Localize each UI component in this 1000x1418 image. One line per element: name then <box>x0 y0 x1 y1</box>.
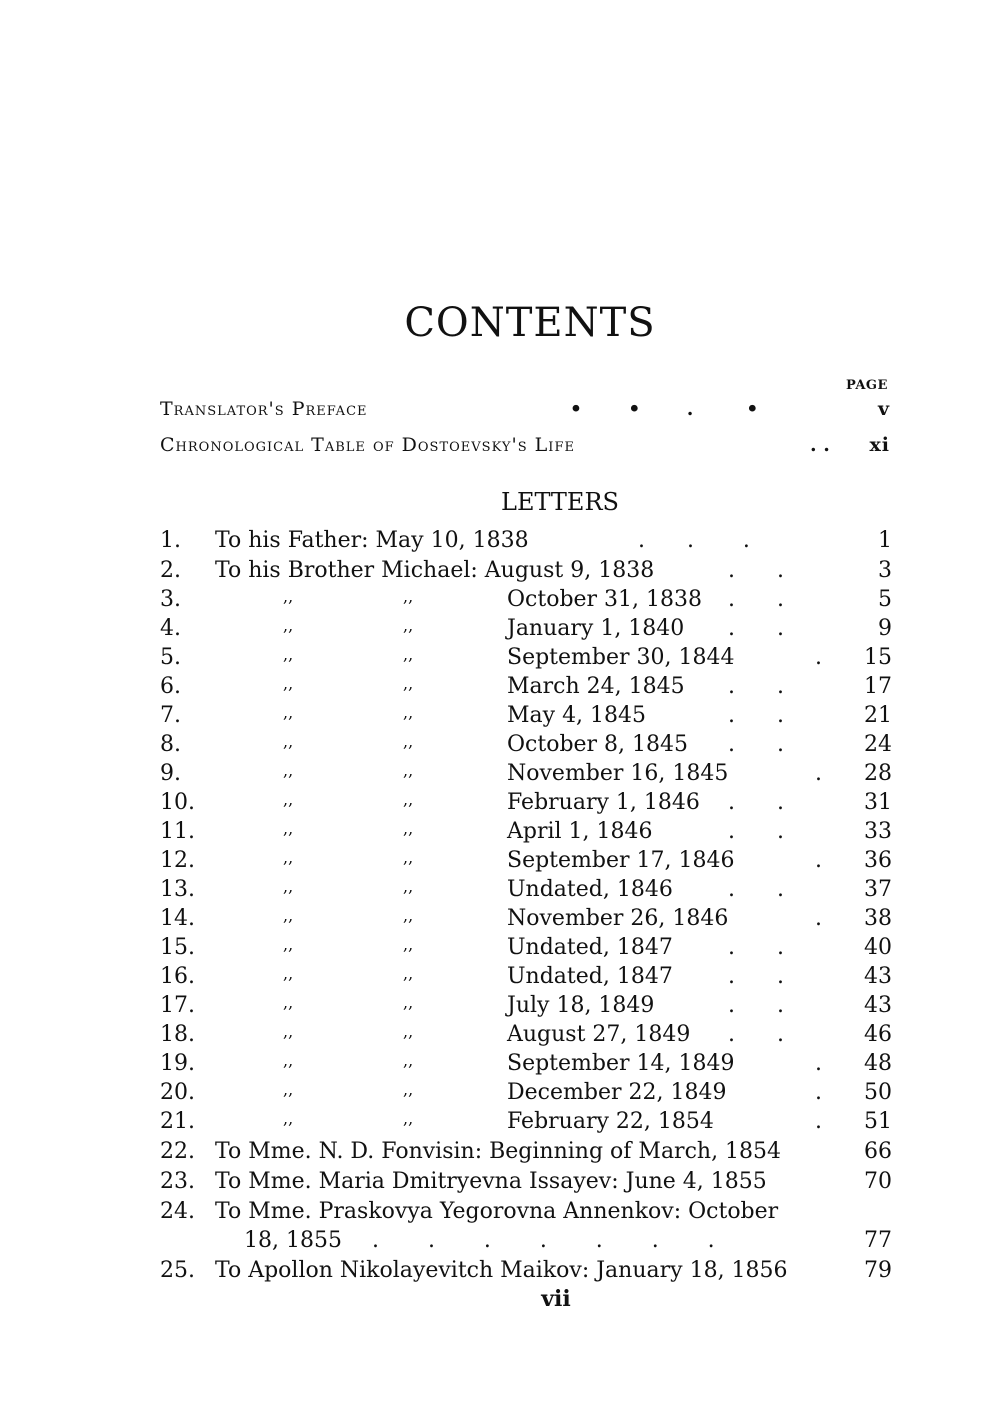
letter-entry[interactable] <box>0 587 1000 616</box>
entry-number: 5. <box>160 645 181 670</box>
ditto-mark: ,, <box>403 1051 414 1070</box>
front-matter-label: Translator's Preface <box>160 398 368 420</box>
letter-entry[interactable] <box>0 528 1000 557</box>
ditto-mark: ,, <box>403 993 414 1012</box>
entry-page: 9 <box>878 616 892 641</box>
letter-entry[interactable] <box>0 1080 1000 1109</box>
letter-entry[interactable] <box>0 877 1000 906</box>
dot-leaders: . . <box>728 964 784 989</box>
dot-leaders: . <box>815 645 822 670</box>
letter-entry[interactable] <box>0 732 1000 761</box>
entry-number: 15. <box>160 935 195 960</box>
dot-leaders: . . <box>728 558 784 583</box>
entry-page: 5 <box>878 587 892 612</box>
entry-date: Undated, 1846 <box>507 877 673 902</box>
dot-leaders: . <box>815 906 822 931</box>
letter-entry[interactable] <box>0 616 1000 645</box>
dot-leaders: . <box>815 1051 822 1076</box>
entry-description: To Mme. N. D. Fonvisin: Beginning of March, 1854 <box>215 1139 782 1164</box>
letter-entry[interactable] <box>0 1139 1000 1168</box>
entry-date: October 31, 1838 <box>507 587 703 612</box>
entry-page: 40 <box>864 935 892 960</box>
entry-date: Undated, 1847 <box>507 964 673 989</box>
page-column-label: PAGE <box>846 378 888 393</box>
dot-leaders: . . <box>728 790 784 815</box>
entry-number: 2. <box>160 558 181 583</box>
dot-leaders: . . <box>728 819 784 844</box>
ditto-mark: ,, <box>283 819 294 838</box>
entry-page: 1 <box>878 528 892 553</box>
entry-date: August 27, 1849 <box>507 1022 691 1047</box>
entry-page: 46 <box>864 1022 892 1047</box>
letter-entry[interactable] <box>0 848 1000 877</box>
letter-entry[interactable] <box>0 1051 1000 1080</box>
dot-leaders: . . <box>728 587 784 612</box>
letter-entry[interactable] <box>0 993 1000 1022</box>
ditto-mark: ,, <box>403 790 414 809</box>
entry-page: 51 <box>864 1109 892 1134</box>
dot-leaders: . <box>815 848 822 873</box>
entry-description: To Mme. Maria Dmitryevna Issayev: June 4, 1855 <box>215 1169 767 1194</box>
ditto-mark: ,, <box>283 877 294 896</box>
ditto-mark: ,, <box>403 935 414 954</box>
letter-entry[interactable] <box>0 1022 1000 1051</box>
entry-number: 3. <box>160 587 181 612</box>
entry-page: 21 <box>864 703 892 728</box>
ditto-mark: ,, <box>283 645 294 664</box>
ditto-mark: ,, <box>283 1109 294 1128</box>
entry-page: 24 <box>864 732 892 757</box>
dot-leaders: . <box>815 1109 822 1134</box>
entry-number: 8. <box>160 732 181 757</box>
letter-entry[interactable] <box>0 935 1000 964</box>
dot-leaders: . . <box>728 935 784 960</box>
entry-description: To Apollon Nikolayevitch Maikov: January 18, 1856 <box>215 1258 788 1283</box>
entry-date: September 17, 1846 <box>507 848 735 873</box>
front-matter-page: xi <box>869 434 890 456</box>
dot-leaders: . . <box>728 674 784 699</box>
letter-entry[interactable] <box>0 1109 1000 1138</box>
entry-date: February 1, 1846 <box>507 790 700 815</box>
entry-number: 11. <box>160 819 195 844</box>
letter-entry[interactable] <box>0 1258 1000 1287</box>
ditto-mark: ,, <box>403 645 414 664</box>
entry-number: 16. <box>160 964 195 989</box>
entry-page: 43 <box>864 993 892 1018</box>
entry-number: 7. <box>160 703 181 728</box>
dot-leaders: . . <box>728 616 784 641</box>
ditto-mark: ,, <box>283 674 294 693</box>
entry-date: October 8, 1845 <box>507 732 689 757</box>
ditto-mark: ,, <box>403 703 414 722</box>
letter-entry[interactable] <box>0 790 1000 819</box>
entry-number: 20. <box>160 1080 195 1105</box>
entry-page: 17 <box>864 674 892 699</box>
entry-number: 13. <box>160 877 195 902</box>
ditto-mark: ,, <box>403 877 414 896</box>
ditto-mark: ,, <box>403 1109 414 1128</box>
letter-entry[interactable] <box>0 703 1000 732</box>
dot-leaders: . . <box>728 703 784 728</box>
entry-number: 1. <box>160 528 181 553</box>
letter-entry[interactable] <box>0 674 1000 703</box>
dot-leaders: . <box>815 1080 822 1105</box>
ditto-mark: ,, <box>283 993 294 1012</box>
entry-page: 37 <box>864 877 892 902</box>
ditto-mark: ,, <box>283 703 294 722</box>
entry-page: 33 <box>864 819 892 844</box>
ditto-mark: ,, <box>283 587 294 606</box>
entry-page: 43 <box>864 964 892 989</box>
entry-description: To his Father: May 10, 1838 <box>215 528 529 553</box>
entry-date: November 26, 1846 <box>507 906 729 931</box>
ditto-mark: ,, <box>283 790 294 809</box>
entry-date: April 1, 1846 <box>507 819 653 844</box>
entry-description: To his Brother Michael: August 9, 1838 <box>215 558 655 583</box>
entry-number: 10. <box>160 790 195 815</box>
ditto-mark: ,, <box>283 1051 294 1070</box>
dot-leaders: . . <box>810 434 830 456</box>
ditto-mark: ,, <box>403 848 414 867</box>
entry-date: May 4, 1845 <box>507 703 647 728</box>
entry-page: 3 <box>878 558 892 583</box>
ditto-mark: ,, <box>403 1022 414 1041</box>
front-matter-page: v <box>877 398 890 420</box>
entry-number: 22. <box>160 1139 195 1164</box>
letter-entry[interactable] <box>0 645 1000 674</box>
ditto-mark: ,, <box>283 761 294 780</box>
ditto-mark: ,, <box>283 1022 294 1041</box>
page-title: CONTENTS <box>404 300 656 346</box>
entry-number: 14. <box>160 906 195 931</box>
entry-description: To Mme. Praskovya Yegorovna Annenkov: October <box>215 1199 779 1224</box>
ditto-mark: ,, <box>283 1080 294 1099</box>
dot-leaders: . . <box>728 732 784 757</box>
entry-page: 28 <box>864 761 892 786</box>
letter-entry[interactable] <box>0 558 1000 587</box>
entry-page: 77 <box>864 1228 892 1253</box>
ditto-mark: ,, <box>403 1080 414 1099</box>
dot-leaders: . . <box>728 993 784 1018</box>
ditto-mark: ,, <box>283 935 294 954</box>
entry-page: 66 <box>864 1139 892 1164</box>
ditto-mark: ,, <box>403 819 414 838</box>
dot-leaders: . . <box>728 877 784 902</box>
ditto-mark: ,, <box>403 587 414 606</box>
entry-page: 38 <box>864 906 892 931</box>
ditto-mark: ,, <box>403 906 414 925</box>
entry-number: 12. <box>160 848 195 873</box>
letter-entry-continuation[interactable] <box>0 1228 1000 1257</box>
dot-leaders: . . . . . . . <box>372 1228 715 1253</box>
entry-page: 70 <box>864 1169 892 1194</box>
section-heading: LETTERS <box>501 488 619 516</box>
letter-entry[interactable] <box>0 906 1000 935</box>
ditto-mark: ,, <box>403 761 414 780</box>
letter-entry[interactable] <box>0 761 1000 790</box>
entry-date: Undated, 1847 <box>507 935 673 960</box>
entry-number: 23. <box>160 1169 195 1194</box>
front-matter-entry-chronology[interactable] <box>160 434 890 464</box>
entry-number: 6. <box>160 674 181 699</box>
dot-leaders: • • . • <box>550 398 759 420</box>
entry-page: 31 <box>864 790 892 815</box>
ditto-mark: ,, <box>283 848 294 867</box>
entry-number: 9. <box>160 761 181 786</box>
ditto-mark: ,, <box>403 964 414 983</box>
entry-date: November 16, 1845 <box>507 761 729 786</box>
entry-number: 21. <box>160 1109 195 1134</box>
dot-leaders: . <box>815 761 822 786</box>
entry-page: 36 <box>864 848 892 873</box>
entry-continuation: 18, 1855 <box>244 1228 342 1253</box>
ditto-mark: ,, <box>403 732 414 751</box>
letter-entry[interactable] <box>0 1169 1000 1198</box>
letter-entry[interactable] <box>0 1199 1000 1228</box>
entry-number: 4. <box>160 616 181 641</box>
letter-entry[interactable] <box>0 964 1000 993</box>
entry-page: 48 <box>864 1051 892 1076</box>
entry-page: 50 <box>864 1080 892 1105</box>
entry-number: 25. <box>160 1258 195 1283</box>
page-folio: vii <box>541 1286 571 1312</box>
entry-date: February 22, 1854 <box>507 1109 714 1134</box>
entry-number: 19. <box>160 1051 195 1076</box>
entry-number: 24. <box>160 1199 195 1224</box>
entry-date: January 1, 1840 <box>507 616 685 641</box>
ditto-mark: ,, <box>283 906 294 925</box>
entry-page: 79 <box>864 1258 892 1283</box>
dot-leaders: . . . <box>638 528 750 553</box>
entry-date: September 30, 1844 <box>507 645 735 670</box>
dot-leaders: . . <box>728 1022 784 1047</box>
front-matter-label: Chronological Table of Dostoevsky's Life <box>160 434 575 456</box>
ditto-mark: ,, <box>283 964 294 983</box>
entry-number: 18. <box>160 1022 195 1047</box>
ditto-mark: ,, <box>283 732 294 751</box>
ditto-mark: ,, <box>283 616 294 635</box>
entry-date: March 24, 1845 <box>507 674 685 699</box>
entry-number: 17. <box>160 993 195 1018</box>
entry-date: December 22, 1849 <box>507 1080 727 1105</box>
entry-date: July 18, 1849 <box>507 993 655 1018</box>
letter-entry[interactable] <box>0 819 1000 848</box>
ditto-mark: ,, <box>403 616 414 635</box>
entry-page: 15 <box>864 645 892 670</box>
front-matter-entry-preface[interactable] <box>160 398 890 428</box>
ditto-mark: ,, <box>403 674 414 693</box>
entry-date: September 14, 1849 <box>507 1051 735 1076</box>
